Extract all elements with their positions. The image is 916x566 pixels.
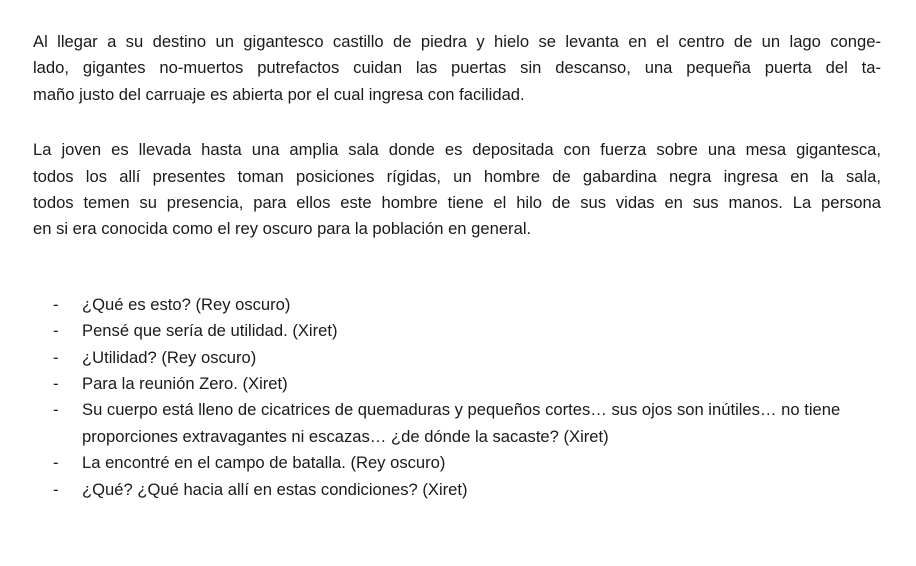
dialogue-text: Su cuerpo está lleno de cicatrices de quemaduras y pequeños cortes… sus ojos son inútiles… no tiene proporciones extravagantes ni escazas… ¿de dónde la sacaste? (Xiret) [82,400,841,446]
paragraph-line: Al llegar a su destino un gigantesco castillo de piedra y hielo se levanta en el centro de un lago conge- [33,32,881,51]
dialogue-text: La encontré en el campo de batalla. (Rey oscuro) [82,453,446,473]
dialogue-text: ¿Utilidad? (Rey oscuro) [82,347,257,367]
dialogue-text: ¿Qué? ¿Qué hacia allí en estas condiciones? (Xiret) [82,479,468,499]
dash-bullet: - [53,347,59,367]
paragraph-spacer [33,108,881,137]
dialogue-item [33,292,881,318]
dash-bullet: - [53,294,59,314]
dialogue-item [33,318,881,344]
dialogue-text: Para la reunión Zero. (Xiret) [82,374,288,394]
paragraph-line: La joven es llevada hasta una amplia sala donde es depositada con fuerza sobre una mesa gigantesca, [33,140,881,160]
paragraph-line: todos temen su presencia, para ellos este hombre tiene el hilo de sus vidas en sus manos. La persona [33,193,881,213]
paragraph-line: todos los allí presentes toman posiciones rígidas, un hombre de gabardina negra ingresa en la sala, [33,166,881,186]
dash-bullet: - [53,400,59,420]
dialogue-text: Pensé que sería de utilidad. (Xiret) [82,321,338,341]
paragraph-line: en si era conocida como el rey oscuro para la población en general. [33,219,532,239]
dialogue-text: ¿Qué es esto? (Rey oscuro) [82,294,291,314]
document-page [33,29,881,503]
paragraph-line: maño justo del carruaje es abierta por el cual ingresa con facilidad. [33,84,525,104]
paragraph-line: lado, gigantes no-muertos putrefactos cuidan las puertas sin descanso, una pequeña puerta del ta- [33,58,881,78]
dialogue-item [33,345,881,371]
dash-bullet: - [53,479,59,499]
dialogue-item [33,371,881,397]
paragraph-spacer [33,243,881,292]
paragraph-arrival [33,29,881,108]
dialogue-item [33,450,881,476]
paragraph-hall [33,137,881,243]
dash-bullet: - [53,321,59,341]
dialogue-item [33,397,881,450]
dash-bullet: - [53,453,59,473]
dialogue-list [33,292,881,503]
dialogue-item [33,477,881,503]
dash-bullet: - [53,374,59,394]
